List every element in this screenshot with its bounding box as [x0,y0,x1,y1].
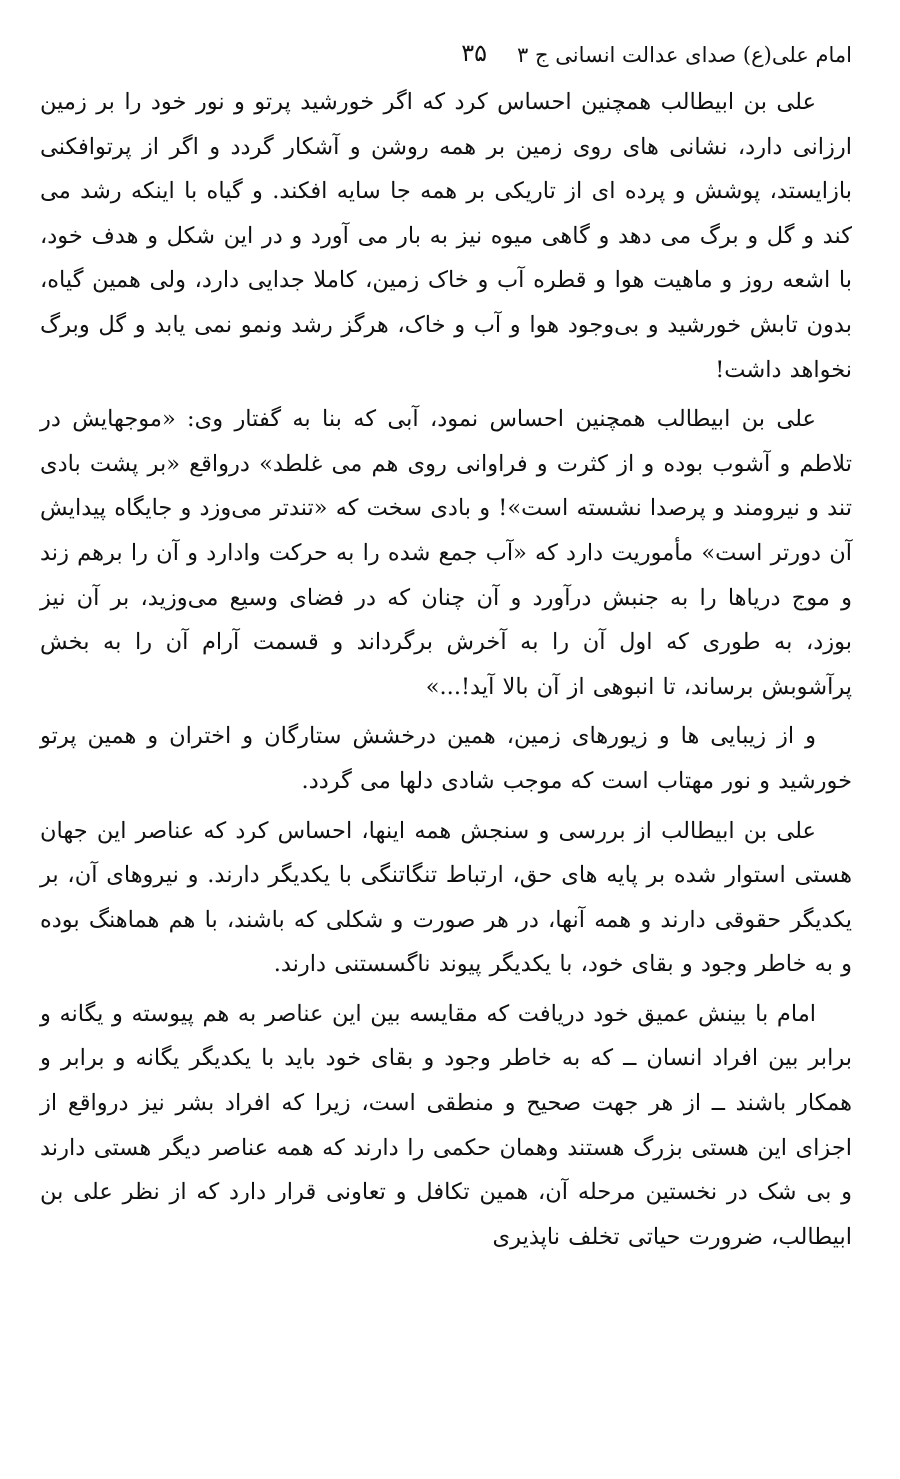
paragraph: امام با بینش عمیق خود دریافت که مقایسه بین این عناصر به هم پیوسته و یگانه و برابر بین افراد انسان ــ که به خاطر وجود و بقای خود باید با یکدیگر یگانه و برابر و همکار باشند ــ از هر جهت صحیح و منطقی است، زیرا که افراد بشر نیز درواقع از اجزای این هستی بزرگ هستند وهمان حکمی را دارند که همه عناصر دیگر هستی دارند و بی شک در نخستین مرحله آن، همین تکافل و تعاونی قرار دارد که از نظر علی بن ابیطالب، ضرورت حیاتی تخلف ناپذیری [40,1000,852,1250]
page-body [40,80,852,1259]
paragraph: و از زیبایی ها و زیورهای زمین، همین درخشش ستارگان و اختران و همین پرتو خورشید و نور مهتاب است که موجب شادی دلها می گردد. [40,723,852,794]
book-page [40,30,852,1459]
paragraph: علی بن ابیطالب همچنین احساس نمود، آبی که بنا به گفتار وی: «موجهایش در تلاطم و آشوب بوده و از کثرت و فراوانی روی هم می غلطد» درواقع «بر پشت بادی تند و نیرومند و پرصدا نشسته است»! و بادی سخت که «تندتر می‌وزد و جایگاه پیدایش آن دورتر است» مأموریت دارد که «آب جمع شده را به حرکت وادارد و آن را برهم زند و موج دریاها را به جنبش درآورد و آن چنان که در فضای وسیع می‌وزید، بر آن نیز بوزد، به طوری که اول آن را به آخرش برگرداند و قسمت آرام آن را به بخش پرآشوبش برساند، تا انبوهی از آن بالا آید!...» [40,406,852,700]
book-title: امام علی(ع) صدای عدالت انسانی ج ۳ [517,43,852,67]
page-number: ۳۵ [461,39,487,67]
paragraph: علی بن ابیطالب از بررسی و سنجش همه اینها، احساس کرد که عناصر این جهان هستی استوار شده بر پایه های حق، ارتباط تنگاتنگی با یکدیگر دارند. و نیروهای آن، بر یکدیگر حقوقی دارند و همه آنها، در هر صورت و شکلی که باشند، با هم هماهنگ بوده و به خاطر وجود و بقای خود، با یکدیگر پیوند ناگسستنی دارند. [40,817,852,978]
running-header [40,30,852,80]
paragraph: علی بن ابیطالب همچنین احساس کرد که اگر خورشید پرتو و نور خود را بر زمین ارزانی دارد، نشانی های روی زمین بر همه روشن و آشکار گردد و اگر از پرتوافکنی بازایستد، پوشش و پرده ای از تاریکی بر همه جا سایه افکند. و گیاه با اینکه رشد می کند و گل و برگ می دهد و گاهی میوه نیز به بار می آورد و در این شکل و هدف خود، با اشعه روز و ماهیت هوا و قطره آب و خاک زمین، کاملا جدایی دارد، ولی همین گیاه، بدون تابش خورشید و بی‌وجود هوا و آب و خاک، هرگز رشد ونمو نمی یابد و گل وبرگ نخواهد داشت! [40,89,852,383]
